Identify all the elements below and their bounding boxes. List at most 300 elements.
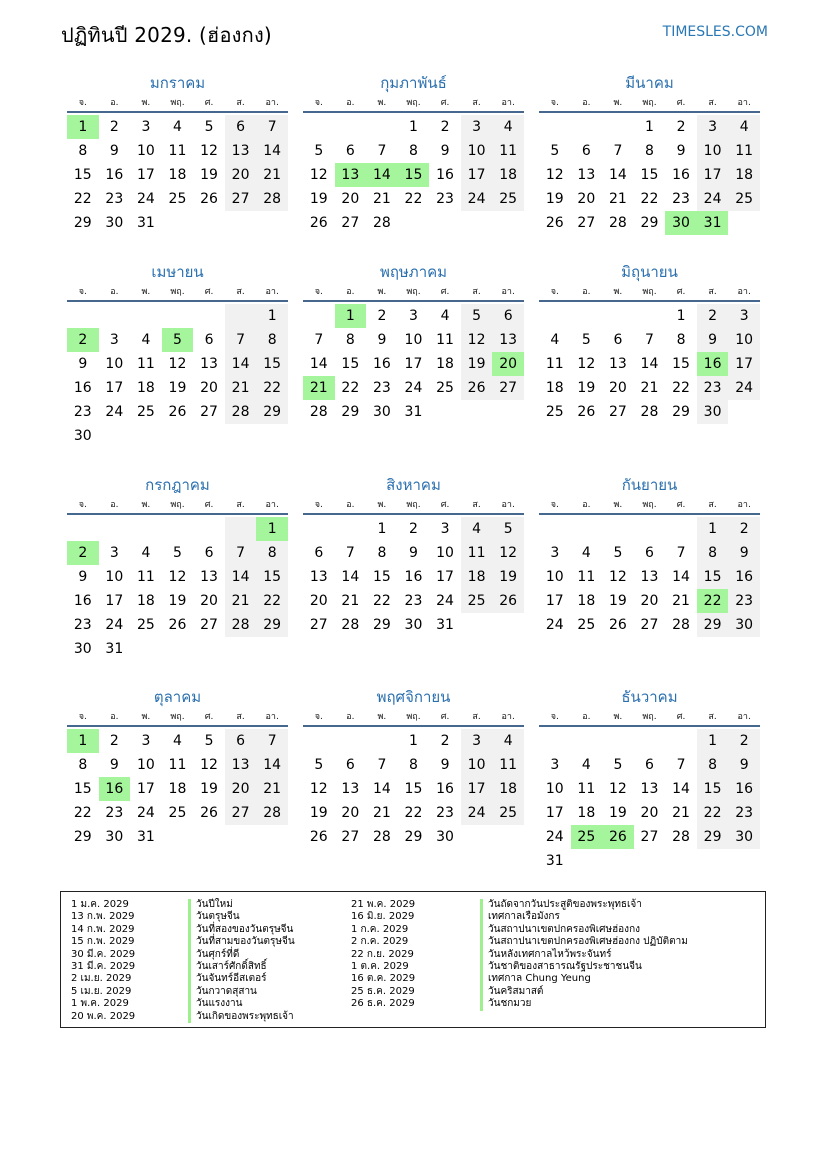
day-cell[interactable]: 12 (492, 541, 524, 565)
day-cell[interactable]: 10 (545, 569, 564, 585)
day-cell[interactable]: 6 (204, 332, 214, 348)
day-cell[interactable]: 26 (461, 376, 493, 400)
day-cell[interactable]: 13 (341, 781, 360, 797)
day-cell[interactable]: 10 (461, 139, 493, 163)
day-cell[interactable]: 9 (728, 753, 760, 777)
day-cell[interactable]: 7 (256, 729, 288, 753)
day-cell[interactable]: 16 (404, 569, 423, 585)
day-cell[interactable]: 27 (608, 404, 627, 420)
day-cell[interactable]: 29 (697, 825, 729, 849)
day-cell[interactable]: 6 (345, 143, 355, 159)
day-cell[interactable]: 13 (492, 328, 524, 352)
day-cell[interactable]: 3 (461, 115, 493, 139)
day-cell[interactable]: 19 (492, 565, 524, 589)
day-cell[interactable]: 5 (492, 517, 524, 541)
day-cell[interactable]: 17 (697, 163, 729, 187)
day-cell[interactable]: 7 (377, 143, 387, 159)
day-cell[interactable]: 23 (105, 191, 124, 207)
day-cell[interactable]: 15 (672, 356, 690, 372)
day-cell[interactable]: 23 (697, 376, 729, 400)
day-cell[interactable]: 13 (577, 167, 596, 183)
day-cell[interactable]: 4 (173, 119, 182, 135)
day-cell[interactable]: 4 (141, 545, 151, 561)
day-cell[interactable]: 15 (640, 167, 659, 183)
day-cell[interactable]: 3 (550, 757, 560, 773)
day-cell[interactable]: 31 (105, 641, 124, 657)
day-cell[interactable]: 8 (697, 541, 729, 565)
day-cell[interactable]: 8 (409, 143, 418, 159)
holiday-day-cell[interactable]: 30 (665, 211, 697, 235)
day-cell[interactable]: 30 (404, 617, 423, 633)
day-cell[interactable]: 24 (728, 376, 760, 400)
day-cell[interactable]: 8 (256, 328, 288, 352)
day-cell[interactable]: 12 (200, 757, 218, 773)
day-cell[interactable]: 26 (168, 617, 187, 633)
day-cell[interactable]: 12 (461, 328, 493, 352)
day-cell[interactable]: 15 (697, 777, 729, 801)
day-cell[interactable]: 28 (372, 215, 391, 231)
day-cell[interactable]: 3 (461, 729, 493, 753)
day-cell[interactable]: 10 (404, 332, 423, 348)
day-cell[interactable]: 26 (309, 829, 328, 845)
day-cell[interactable]: 25 (577, 617, 596, 633)
day-cell[interactable]: 2 (440, 119, 450, 135)
day-cell[interactable]: 11 (728, 139, 760, 163)
day-cell[interactable]: 25 (461, 589, 493, 613)
day-cell[interactable]: 20 (608, 380, 627, 396)
day-cell[interactable]: 25 (168, 191, 187, 207)
day-cell[interactable]: 16 (728, 777, 760, 801)
day-cell[interactable]: 27 (577, 215, 596, 231)
day-cell[interactable]: 19 (200, 781, 218, 797)
day-cell[interactable]: 28 (608, 215, 627, 231)
day-cell[interactable]: 16 (372, 356, 391, 372)
day-cell[interactable]: 21 (672, 805, 690, 821)
day-cell[interactable]: 24 (136, 805, 155, 821)
day-cell[interactable]: 17 (545, 805, 564, 821)
day-cell[interactable]: 11 (577, 781, 596, 797)
day-cell[interactable]: 30 (73, 428, 92, 444)
day-cell[interactable]: 4 (173, 733, 182, 749)
day-cell[interactable]: 21 (225, 589, 257, 613)
day-cell[interactable]: 3 (697, 115, 729, 139)
day-cell[interactable]: 24 (436, 593, 454, 609)
day-cell[interactable]: 22 (672, 380, 690, 396)
day-cell[interactable]: 10 (136, 757, 155, 773)
day-cell[interactable]: 6 (613, 332, 623, 348)
day-cell[interactable]: 15 (73, 781, 92, 797)
day-cell[interactable]: 18 (577, 593, 596, 609)
day-cell[interactable]: 19 (608, 805, 627, 821)
day-cell[interactable]: 12 (168, 569, 187, 585)
day-cell[interactable]: 5 (581, 332, 591, 348)
day-cell[interactable]: 17 (136, 781, 155, 797)
day-cell[interactable]: 5 (550, 143, 560, 159)
day-cell[interactable]: 1 (377, 521, 387, 537)
day-cell[interactable]: 9 (697, 328, 729, 352)
day-cell[interactable]: 18 (436, 356, 454, 372)
day-cell[interactable]: 30 (372, 404, 391, 420)
day-cell[interactable]: 25 (545, 404, 564, 420)
day-cell[interactable]: 21 (256, 777, 288, 801)
day-cell[interactable]: 10 (728, 328, 760, 352)
day-cell[interactable]: 13 (225, 139, 257, 163)
day-cell[interactable]: 29 (672, 404, 690, 420)
day-cell[interactable]: 19 (608, 593, 627, 609)
day-cell[interactable]: 6 (225, 115, 257, 139)
day-cell[interactable]: 3 (409, 308, 418, 324)
day-cell[interactable]: 18 (168, 167, 187, 183)
day-cell[interactable]: 6 (225, 729, 257, 753)
day-cell[interactable]: 2 (409, 521, 418, 537)
day-cell[interactable]: 6 (645, 545, 654, 561)
day-cell[interactable]: 30 (436, 829, 454, 845)
day-cell[interactable]: 23 (672, 191, 690, 207)
day-cell[interactable]: 12 (608, 569, 627, 585)
day-cell[interactable]: 8 (697, 753, 729, 777)
day-cell[interactable]: 12 (545, 167, 564, 183)
day-cell[interactable]: 26 (577, 404, 596, 420)
day-cell[interactable]: 10 (545, 781, 564, 797)
day-cell[interactable]: 21 (608, 191, 627, 207)
day-cell[interactable]: 10 (105, 356, 124, 372)
day-cell[interactable]: 16 (728, 565, 760, 589)
day-cell[interactable]: 13 (200, 356, 218, 372)
day-cell[interactable]: 29 (256, 400, 288, 424)
day-cell[interactable]: 1 (256, 304, 288, 328)
day-cell[interactable]: 5 (613, 757, 623, 773)
day-cell[interactable]: 22 (697, 801, 729, 825)
day-cell[interactable]: 9 (440, 757, 450, 773)
holiday-day-cell[interactable]: 16 (697, 352, 729, 376)
day-cell[interactable]: 21 (640, 380, 659, 396)
day-cell[interactable]: 7 (256, 115, 288, 139)
day-cell[interactable]: 25 (492, 187, 524, 211)
day-cell[interactable]: 17 (105, 593, 124, 609)
day-cell[interactable]: 23 (728, 589, 760, 613)
day-cell[interactable]: 4 (728, 115, 760, 139)
day-cell[interactable]: 5 (461, 304, 493, 328)
day-cell[interactable]: 14 (608, 167, 627, 183)
holiday-day-cell[interactable]: 26 (602, 825, 634, 849)
day-cell[interactable]: 10 (436, 545, 454, 561)
day-cell[interactable]: 31 (136, 215, 155, 231)
day-cell[interactable]: 5 (173, 545, 182, 561)
holiday-day-cell[interactable]: 1 (67, 729, 99, 753)
day-cell[interactable]: 21 (341, 593, 360, 609)
day-cell[interactable]: 20 (200, 593, 218, 609)
day-cell[interactable]: 12 (200, 143, 218, 159)
day-cell[interactable]: 17 (461, 777, 493, 801)
day-cell[interactable]: 11 (577, 569, 596, 585)
day-cell[interactable]: 22 (640, 191, 659, 207)
day-cell[interactable]: 20 (577, 191, 596, 207)
day-cell[interactable]: 27 (225, 187, 257, 211)
day-cell[interactable]: 1 (697, 517, 729, 541)
day-cell[interactable]: 22 (256, 589, 288, 613)
day-cell[interactable]: 21 (372, 191, 391, 207)
day-cell[interactable]: 16 (73, 593, 92, 609)
day-cell[interactable]: 27 (640, 617, 659, 633)
day-cell[interactable]: 22 (404, 191, 423, 207)
day-cell[interactable]: 9 (109, 757, 119, 773)
day-cell[interactable]: 24 (105, 404, 124, 420)
day-cell[interactable]: 17 (461, 163, 493, 187)
day-cell[interactable]: 14 (225, 565, 257, 589)
day-cell[interactable]: 16 (105, 167, 124, 183)
holiday-day-cell[interactable]: 1 (335, 304, 367, 328)
day-cell[interactable]: 18 (492, 777, 524, 801)
day-cell[interactable]: 11 (168, 143, 187, 159)
day-cell[interactable]: 30 (728, 825, 760, 849)
day-cell[interactable]: 27 (200, 404, 218, 420)
day-cell[interactable]: 4 (492, 729, 524, 753)
day-cell[interactable]: 15 (697, 565, 729, 589)
day-cell[interactable]: 7 (676, 757, 686, 773)
day-cell[interactable]: 9 (78, 356, 88, 372)
day-cell[interactable]: 11 (436, 332, 454, 348)
day-cell[interactable]: 26 (492, 589, 524, 613)
day-cell[interactable]: 31 (404, 404, 423, 420)
holiday-day-cell[interactable]: 22 (697, 589, 729, 613)
day-cell[interactable]: 4 (581, 545, 591, 561)
day-cell[interactable]: 30 (105, 829, 124, 845)
day-cell[interactable]: 3 (141, 119, 151, 135)
day-cell[interactable]: 7 (314, 332, 324, 348)
day-cell[interactable]: 2 (109, 119, 119, 135)
day-cell[interactable]: 14 (256, 139, 288, 163)
day-cell[interactable]: 1 (645, 119, 654, 135)
day-cell[interactable]: 16 (73, 380, 92, 396)
day-cell[interactable]: 24 (461, 801, 493, 825)
day-cell[interactable]: 22 (404, 805, 423, 821)
day-cell[interactable]: 24 (136, 191, 155, 207)
day-cell[interactable]: 26 (608, 617, 627, 633)
day-cell[interactable]: 8 (645, 143, 654, 159)
day-cell[interactable]: 19 (309, 191, 328, 207)
day-cell[interactable]: 16 (672, 167, 690, 183)
holiday-day-cell[interactable]: 5 (162, 328, 194, 352)
day-cell[interactable]: 30 (697, 400, 729, 424)
day-cell[interactable]: 18 (492, 163, 524, 187)
day-cell[interactable]: 14 (672, 569, 690, 585)
day-cell[interactable]: 11 (492, 753, 524, 777)
day-cell[interactable]: 3 (141, 733, 151, 749)
day-cell[interactable]: 9 (377, 332, 387, 348)
day-cell[interactable]: 9 (676, 143, 686, 159)
day-cell[interactable]: 15 (341, 356, 360, 372)
day-cell[interactable]: 29 (256, 613, 288, 637)
day-cell[interactable]: 3 (550, 545, 560, 561)
day-cell[interactable]: 24 (545, 829, 564, 845)
day-cell[interactable]: 12 (168, 356, 187, 372)
day-cell[interactable]: 10 (697, 139, 729, 163)
day-cell[interactable]: 11 (545, 356, 564, 372)
day-cell[interactable]: 20 (341, 805, 360, 821)
day-cell[interactable]: 20 (640, 593, 659, 609)
day-cell[interactable]: 12 (309, 781, 328, 797)
day-cell[interactable]: 23 (372, 380, 391, 396)
holiday-day-cell[interactable]: 13 (335, 163, 367, 187)
day-cell[interactable]: 18 (168, 781, 187, 797)
day-cell[interactable]: 17 (728, 352, 760, 376)
day-cell[interactable]: 23 (728, 801, 760, 825)
day-cell[interactable]: 1 (409, 119, 418, 135)
day-cell[interactable]: 4 (550, 332, 560, 348)
day-cell[interactable]: 1 (676, 308, 686, 324)
day-cell[interactable]: 19 (461, 352, 493, 376)
day-cell[interactable]: 13 (640, 781, 659, 797)
day-cell[interactable]: 11 (492, 139, 524, 163)
day-cell[interactable]: 29 (372, 617, 391, 633)
day-cell[interactable]: 19 (168, 593, 187, 609)
day-cell[interactable]: 13 (640, 569, 659, 585)
day-cell[interactable]: 20 (309, 593, 328, 609)
day-cell[interactable]: 27 (640, 829, 659, 845)
day-cell[interactable]: 20 (640, 805, 659, 821)
day-cell[interactable]: 3 (440, 521, 450, 537)
day-cell[interactable]: 27 (341, 829, 360, 845)
day-cell[interactable]: 28 (672, 617, 690, 633)
day-cell[interactable]: 16 (436, 167, 454, 183)
day-cell[interactable]: 9 (78, 569, 88, 585)
day-cell[interactable]: 6 (645, 757, 654, 773)
day-cell[interactable]: 29 (640, 215, 659, 231)
day-cell[interactable]: 28 (256, 801, 288, 825)
day-cell[interactable]: 2 (440, 733, 450, 749)
day-cell[interactable]: 10 (105, 569, 124, 585)
day-cell[interactable]: 23 (404, 593, 423, 609)
day-cell[interactable]: 1 (697, 729, 729, 753)
day-cell[interactable]: 7 (613, 143, 623, 159)
day-cell[interactable]: 21 (372, 805, 391, 821)
day-cell[interactable]: 15 (404, 781, 423, 797)
day-cell[interactable]: 18 (728, 163, 760, 187)
day-cell[interactable]: 30 (105, 215, 124, 231)
day-cell[interactable]: 20 (225, 777, 257, 801)
day-cell[interactable]: 21 (256, 163, 288, 187)
day-cell[interactable]: 28 (372, 829, 391, 845)
day-cell[interactable]: 5 (204, 733, 214, 749)
day-cell[interactable]: 7 (377, 757, 387, 773)
day-cell[interactable]: 13 (200, 569, 218, 585)
holiday-day-cell[interactable]: 1 (67, 115, 99, 139)
day-cell[interactable]: 31 (436, 617, 454, 633)
day-cell[interactable]: 4 (141, 332, 151, 348)
day-cell[interactable]: 3 (109, 545, 119, 561)
holiday-day-cell[interactable]: 2 (67, 541, 99, 565)
day-cell[interactable]: 27 (492, 376, 524, 400)
day-cell[interactable]: 14 (640, 356, 659, 372)
day-cell[interactable]: 30 (728, 613, 760, 637)
holiday-day-cell[interactable]: 2 (67, 328, 99, 352)
day-cell[interactable]: 13 (608, 356, 627, 372)
day-cell[interactable]: 23 (73, 404, 92, 420)
day-cell[interactable]: 18 (545, 380, 564, 396)
day-cell[interactable]: 6 (204, 545, 214, 561)
day-cell[interactable]: 27 (341, 215, 360, 231)
day-cell[interactable]: 13 (225, 753, 257, 777)
day-cell[interactable]: 20 (200, 380, 218, 396)
day-cell[interactable]: 23 (436, 191, 454, 207)
day-cell[interactable]: 28 (341, 617, 360, 633)
day-cell[interactable]: 21 (672, 593, 690, 609)
day-cell[interactable]: 7 (225, 541, 257, 565)
day-cell[interactable]: 1 (409, 733, 418, 749)
day-cell[interactable]: 27 (309, 617, 328, 633)
day-cell[interactable]: 17 (136, 167, 155, 183)
day-cell[interactable]: 8 (409, 757, 418, 773)
day-cell[interactable]: 5 (613, 545, 623, 561)
day-cell[interactable]: 10 (136, 143, 155, 159)
day-cell[interactable]: 6 (345, 757, 355, 773)
day-cell[interactable]: 14 (341, 569, 360, 585)
day-cell[interactable]: 19 (545, 191, 564, 207)
day-cell[interactable]: 24 (697, 187, 729, 211)
day-cell[interactable]: 7 (645, 332, 654, 348)
day-cell[interactable]: 7 (345, 545, 355, 561)
day-cell[interactable]: 29 (341, 404, 360, 420)
day-cell[interactable]: 26 (309, 215, 328, 231)
day-cell[interactable]: 6 (314, 545, 324, 561)
day-cell[interactable]: 17 (404, 356, 423, 372)
day-cell[interactable]: 17 (105, 380, 124, 396)
day-cell[interactable]: 2 (676, 119, 686, 135)
day-cell[interactable]: 12 (309, 167, 328, 183)
day-cell[interactable]: 4 (492, 115, 524, 139)
day-cell[interactable]: 25 (728, 187, 760, 211)
day-cell[interactable]: 23 (436, 805, 454, 821)
day-cell[interactable]: 30 (73, 641, 92, 657)
holiday-day-cell[interactable]: 25 (571, 825, 603, 849)
day-cell[interactable]: 14 (256, 753, 288, 777)
day-cell[interactable]: 3 (728, 304, 760, 328)
day-cell[interactable]: 22 (73, 805, 92, 821)
holiday-day-cell[interactable]: 31 (697, 211, 729, 235)
day-cell[interactable]: 25 (168, 805, 187, 821)
day-cell[interactable]: 7 (676, 545, 686, 561)
day-cell[interactable]: 15 (372, 569, 391, 585)
day-cell[interactable]: 27 (225, 801, 257, 825)
day-cell[interactable]: 23 (73, 617, 92, 633)
day-cell[interactable]: 9 (440, 143, 450, 159)
day-cell[interactable]: 8 (78, 757, 88, 773)
day-cell[interactable]: 26 (545, 215, 564, 231)
day-cell[interactable]: 26 (200, 805, 218, 821)
day-cell[interactable]: 15 (256, 352, 288, 376)
day-cell[interactable]: 2 (728, 517, 760, 541)
day-cell[interactable]: 12 (577, 356, 596, 372)
day-cell[interactable]: 4 (440, 308, 450, 324)
day-cell[interactable]: 28 (309, 404, 328, 420)
day-cell[interactable]: 9 (109, 143, 119, 159)
day-cell[interactable]: 31 (545, 853, 564, 869)
day-cell[interactable]: 9 (728, 541, 760, 565)
day-cell[interactable]: 10 (461, 753, 493, 777)
day-cell[interactable]: 26 (200, 191, 218, 207)
day-cell[interactable]: 11 (136, 356, 155, 372)
day-cell[interactable]: 21 (225, 376, 257, 400)
day-cell[interactable]: 7 (225, 328, 257, 352)
day-cell[interactable]: 24 (105, 617, 124, 633)
holiday-day-cell[interactable]: 21 (303, 376, 335, 400)
day-cell[interactable]: 19 (577, 380, 596, 396)
day-cell[interactable]: 28 (640, 404, 659, 420)
day-cell[interactable]: 28 (225, 613, 257, 637)
day-cell[interactable]: 16 (436, 781, 454, 797)
day-cell[interactable]: 29 (404, 829, 423, 845)
day-cell[interactable]: 4 (581, 757, 591, 773)
